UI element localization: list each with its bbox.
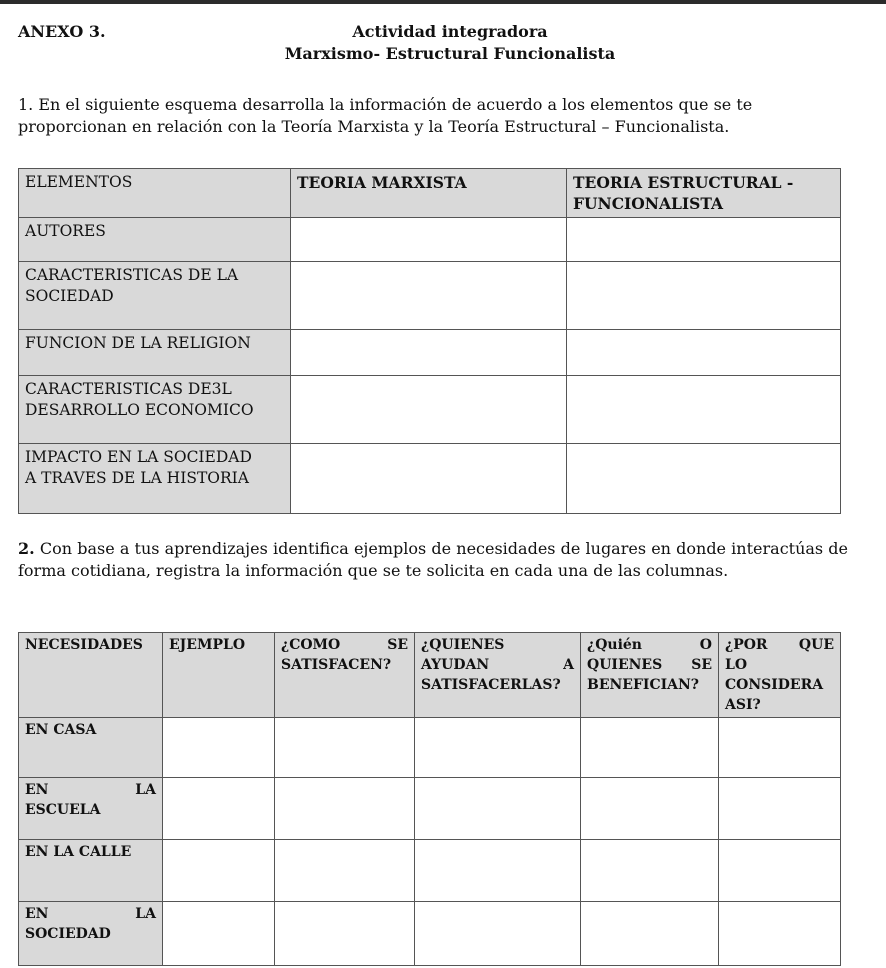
answer-cell[interactable] <box>415 840 581 902</box>
row-label-impacto-sociedad <box>19 444 291 514</box>
answer-cell[interactable] <box>163 902 275 966</box>
header-line: CONSIDERA <box>725 677 824 693</box>
answer-cell-marxista[interactable] <box>291 330 567 376</box>
document-title: Actividad integradora <box>352 22 548 41</box>
table-row <box>19 718 841 778</box>
row-label-desarrollo-economico <box>19 376 291 444</box>
answer-cell[interactable] <box>275 902 415 966</box>
document-subtitle: Marxismo- Estructural Funcionalista <box>284 44 616 63</box>
header-quien-se-beneficia <box>581 633 719 718</box>
answer-cell[interactable] <box>719 840 841 902</box>
row-label-line: SOCIEDAD <box>25 287 114 305</box>
answer-cell-estructural[interactable] <box>567 218 841 262</box>
answer-cell-estructural[interactable] <box>567 330 841 376</box>
header-estructural-line-1: TEORIA ESTRUCTURAL - <box>573 173 794 192</box>
table-header-row <box>19 169 841 218</box>
answer-cell-marxista[interactable] <box>291 218 567 262</box>
header-line: NECESIDADES <box>25 637 143 653</box>
answer-cell[interactable] <box>719 718 841 778</box>
header-ejemplo <box>163 633 275 718</box>
needs-table <box>18 632 841 966</box>
question-2-number: 2. <box>18 539 35 558</box>
header-line: SATISFACERLAS? <box>421 677 561 693</box>
header-line: SATISFACEN? <box>281 657 392 673</box>
table-row <box>19 330 841 376</box>
header-necesidades <box>19 633 163 718</box>
row-label-line: ESCUELA <box>25 802 101 818</box>
table-row <box>19 902 841 966</box>
row-label-line: CARACTERISTICAS DE LA <box>25 266 239 284</box>
row-label-line: CARACTERISTICAS DE3L <box>25 380 232 398</box>
row-label-line: SOCIEDAD <box>25 926 111 942</box>
row-label-line: EN CASA <box>25 722 97 738</box>
answer-cell[interactable] <box>163 840 275 902</box>
header-line: QUIENES SE <box>587 657 712 673</box>
question-1-line-2: proporcionan en relación con la Teoría Marxista y la Teoría Estructural – Funcionalista. <box>18 117 730 136</box>
header-por-que-lo-considera <box>719 633 841 718</box>
row-label-line: AUTORES <box>25 222 106 240</box>
answer-cell[interactable] <box>163 778 275 840</box>
header-line: ¿Quién O <box>587 637 712 653</box>
answer-cell[interactable] <box>719 902 841 966</box>
row-label-en-la-escuela <box>19 778 163 840</box>
table-row <box>19 376 841 444</box>
row-label-line: EN LA <box>25 906 156 922</box>
header-como-se-satisfacen <box>275 633 415 718</box>
table-row <box>19 444 841 514</box>
row-label-en-casa <box>19 718 163 778</box>
row-label-line: EN LA <box>25 782 156 798</box>
row-label-line: FUNCION DE LA RELIGION <box>25 334 251 352</box>
header-line: LO <box>725 657 748 673</box>
header-line: EJEMPLO <box>169 637 246 653</box>
answer-cell[interactable] <box>415 778 581 840</box>
header-quienes-ayudan <box>415 633 581 718</box>
answer-cell[interactable] <box>275 718 415 778</box>
header-line: ¿QUIENES <box>421 637 505 653</box>
row-label-line: DESARROLLO ECONOMICO <box>25 401 254 419</box>
theories-table <box>18 168 841 514</box>
table-header-row <box>19 633 841 718</box>
header-line: ¿POR QUE <box>725 637 834 653</box>
header-line: AYUDAN A <box>421 657 574 673</box>
row-label-autores <box>19 218 291 262</box>
row-label-caracteristicas-sociedad <box>19 262 291 330</box>
answer-cell-marxista[interactable] <box>291 262 567 330</box>
answer-cell[interactable] <box>581 902 719 966</box>
answer-cell-estructural[interactable] <box>567 444 841 514</box>
row-label-line: A TRAVES DE LA HISTORIA <box>25 469 249 487</box>
answer-cell-estructural[interactable] <box>567 262 841 330</box>
row-label-line: EN LA CALLE <box>25 844 132 860</box>
answer-cell[interactable] <box>415 902 581 966</box>
answer-cell-marxista[interactable] <box>291 376 567 444</box>
row-label-en-la-sociedad <box>19 902 163 966</box>
answer-cell[interactable] <box>581 778 719 840</box>
row-label-line: IMPACTO EN LA SOCIEDAD <box>25 448 252 466</box>
row-label-en-la-calle <box>19 840 163 902</box>
table-row <box>19 262 841 330</box>
header-line: BENEFICIAN? <box>587 677 700 693</box>
header-teoria-estructural <box>567 169 841 218</box>
answer-cell[interactable] <box>275 840 415 902</box>
answer-cell[interactable] <box>415 718 581 778</box>
table-row <box>19 840 841 902</box>
question-2-text: Con base a tus aprendizajes identifica ejemplos de necesidades de lugares en donde interactúas de forma cotidiana, registra la información que se te solicita en cada una de las columnas. <box>18 539 849 580</box>
table-row <box>19 218 841 262</box>
header-estructural-line-2: FUNCIONALISTA <box>573 194 724 213</box>
question-1-line-1: 1. En el siguiente esquema desarrolla la información de acuerdo a los elementos que se te <box>18 95 753 114</box>
table-row <box>19 778 841 840</box>
annex-label: ANEXO 3. <box>18 22 106 41</box>
header-elementos: ELEMENTOS <box>19 169 291 218</box>
header-line: ASI? <box>725 697 761 713</box>
row-label-funcion-religion <box>19 330 291 376</box>
answer-cell[interactable] <box>719 778 841 840</box>
answer-cell-marxista[interactable] <box>291 444 567 514</box>
answer-cell[interactable] <box>581 840 719 902</box>
question-2-instructions <box>18 538 848 582</box>
header-line: ¿COMO SE <box>281 637 408 653</box>
answer-cell-estructural[interactable] <box>567 376 841 444</box>
top-border <box>0 0 886 4</box>
question-1-instructions <box>18 94 848 138</box>
answer-cell[interactable] <box>163 718 275 778</box>
answer-cell[interactable] <box>581 718 719 778</box>
answer-cell[interactable] <box>275 778 415 840</box>
header-teoria-marxista: TEORIA MARXISTA <box>291 169 567 218</box>
